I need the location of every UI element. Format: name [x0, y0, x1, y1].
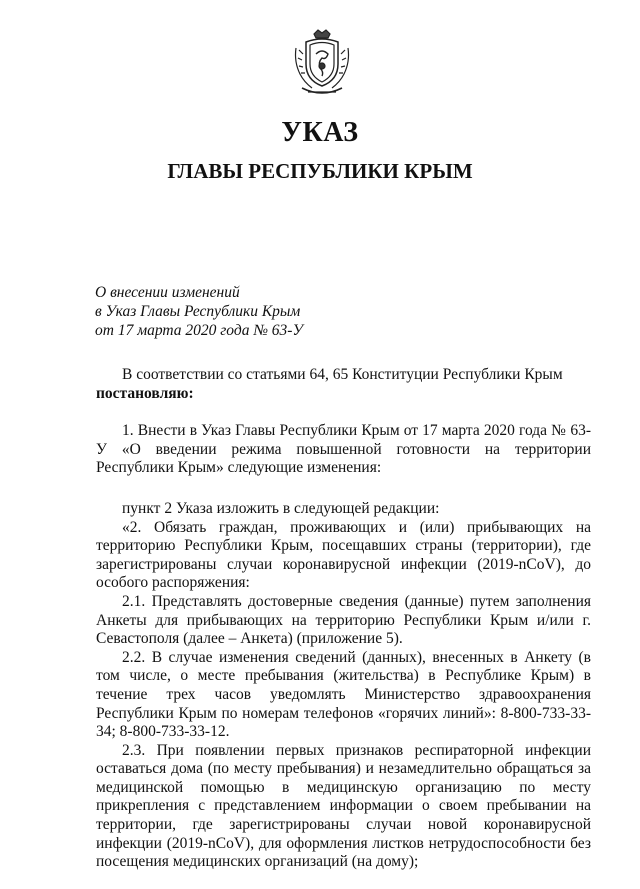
subject-line: О внесении изменений: [95, 284, 240, 301]
document-body: [96, 366, 591, 872]
decree-word: постановляю:: [96, 384, 194, 402]
document-subtitle: ГЛАВЫ РЕСПУБЛИКИ КРЫМ: [167, 159, 473, 183]
preamble-paragraph: В соответствии со статьями 64, 65 Конституции Республики Крым: [122, 366, 563, 383]
subject-line: в Указ Главы Республики Крым: [95, 303, 301, 320]
item-1-paragraph: 1. Внести в Указ Главы Республики Крым от 17 марта 2020 года № 63-У «О введении режима повышенной готовности на территории Республики Крым» следующие изменения:: [96, 422, 591, 477]
item-2-3-paragraph: 2.3. При появлении первых признаков респираторной инфекции оставаться дома (по месту пребывания) и незамедлительно обращаться за медицинской помощью в медицинскую организацию по месту прикрепления с представлением информации о своем пребывании на территории, где зарегистрированы случаи новой коронавирусной инфекции (2019-nCoV), для оформления листков нетрудоспособности без посещения медицинских организаций (на дому);: [96, 741, 591, 871]
item-2-intro: пункт 2 Указа изложить в следующей редакции:: [122, 499, 440, 517]
subject-block: [95, 283, 303, 340]
item-2-paragraph: «2. Обязать граждан, проживающих и (или) прибывающих на территорию Республики Крым, посещавших страны (территории), где зарегистрированы случаи коронавирусной инфекции (2019-nCoV), до особого распоряжения:: [96, 518, 591, 592]
item-2-2-paragraph: 2.2. В случае изменения сведений (данных), внесенных в Анкету (в том числе, о месте пребывания (жительства) в Республике Крым) в течение трех часов уведомлять Министерство здравоохранения Республики Крым по номерам телефонов «горячих линий»: 8-800-733-33-34; 8-800-733-33-12.: [96, 648, 591, 741]
coat-of-arms-icon: [292, 28, 352, 100]
document-title: УКАЗ: [281, 117, 359, 148]
subject-line: от 17 марта 2020 года № 63-У: [95, 322, 303, 339]
item-2-1-paragraph: 2.1. Представлять достоверные сведения (данные) путем заполнения Анкеты для прибывающих на территорию Республики Крым и/или г. Севастополя (далее – Анкета) (приложение 5).: [96, 592, 591, 648]
